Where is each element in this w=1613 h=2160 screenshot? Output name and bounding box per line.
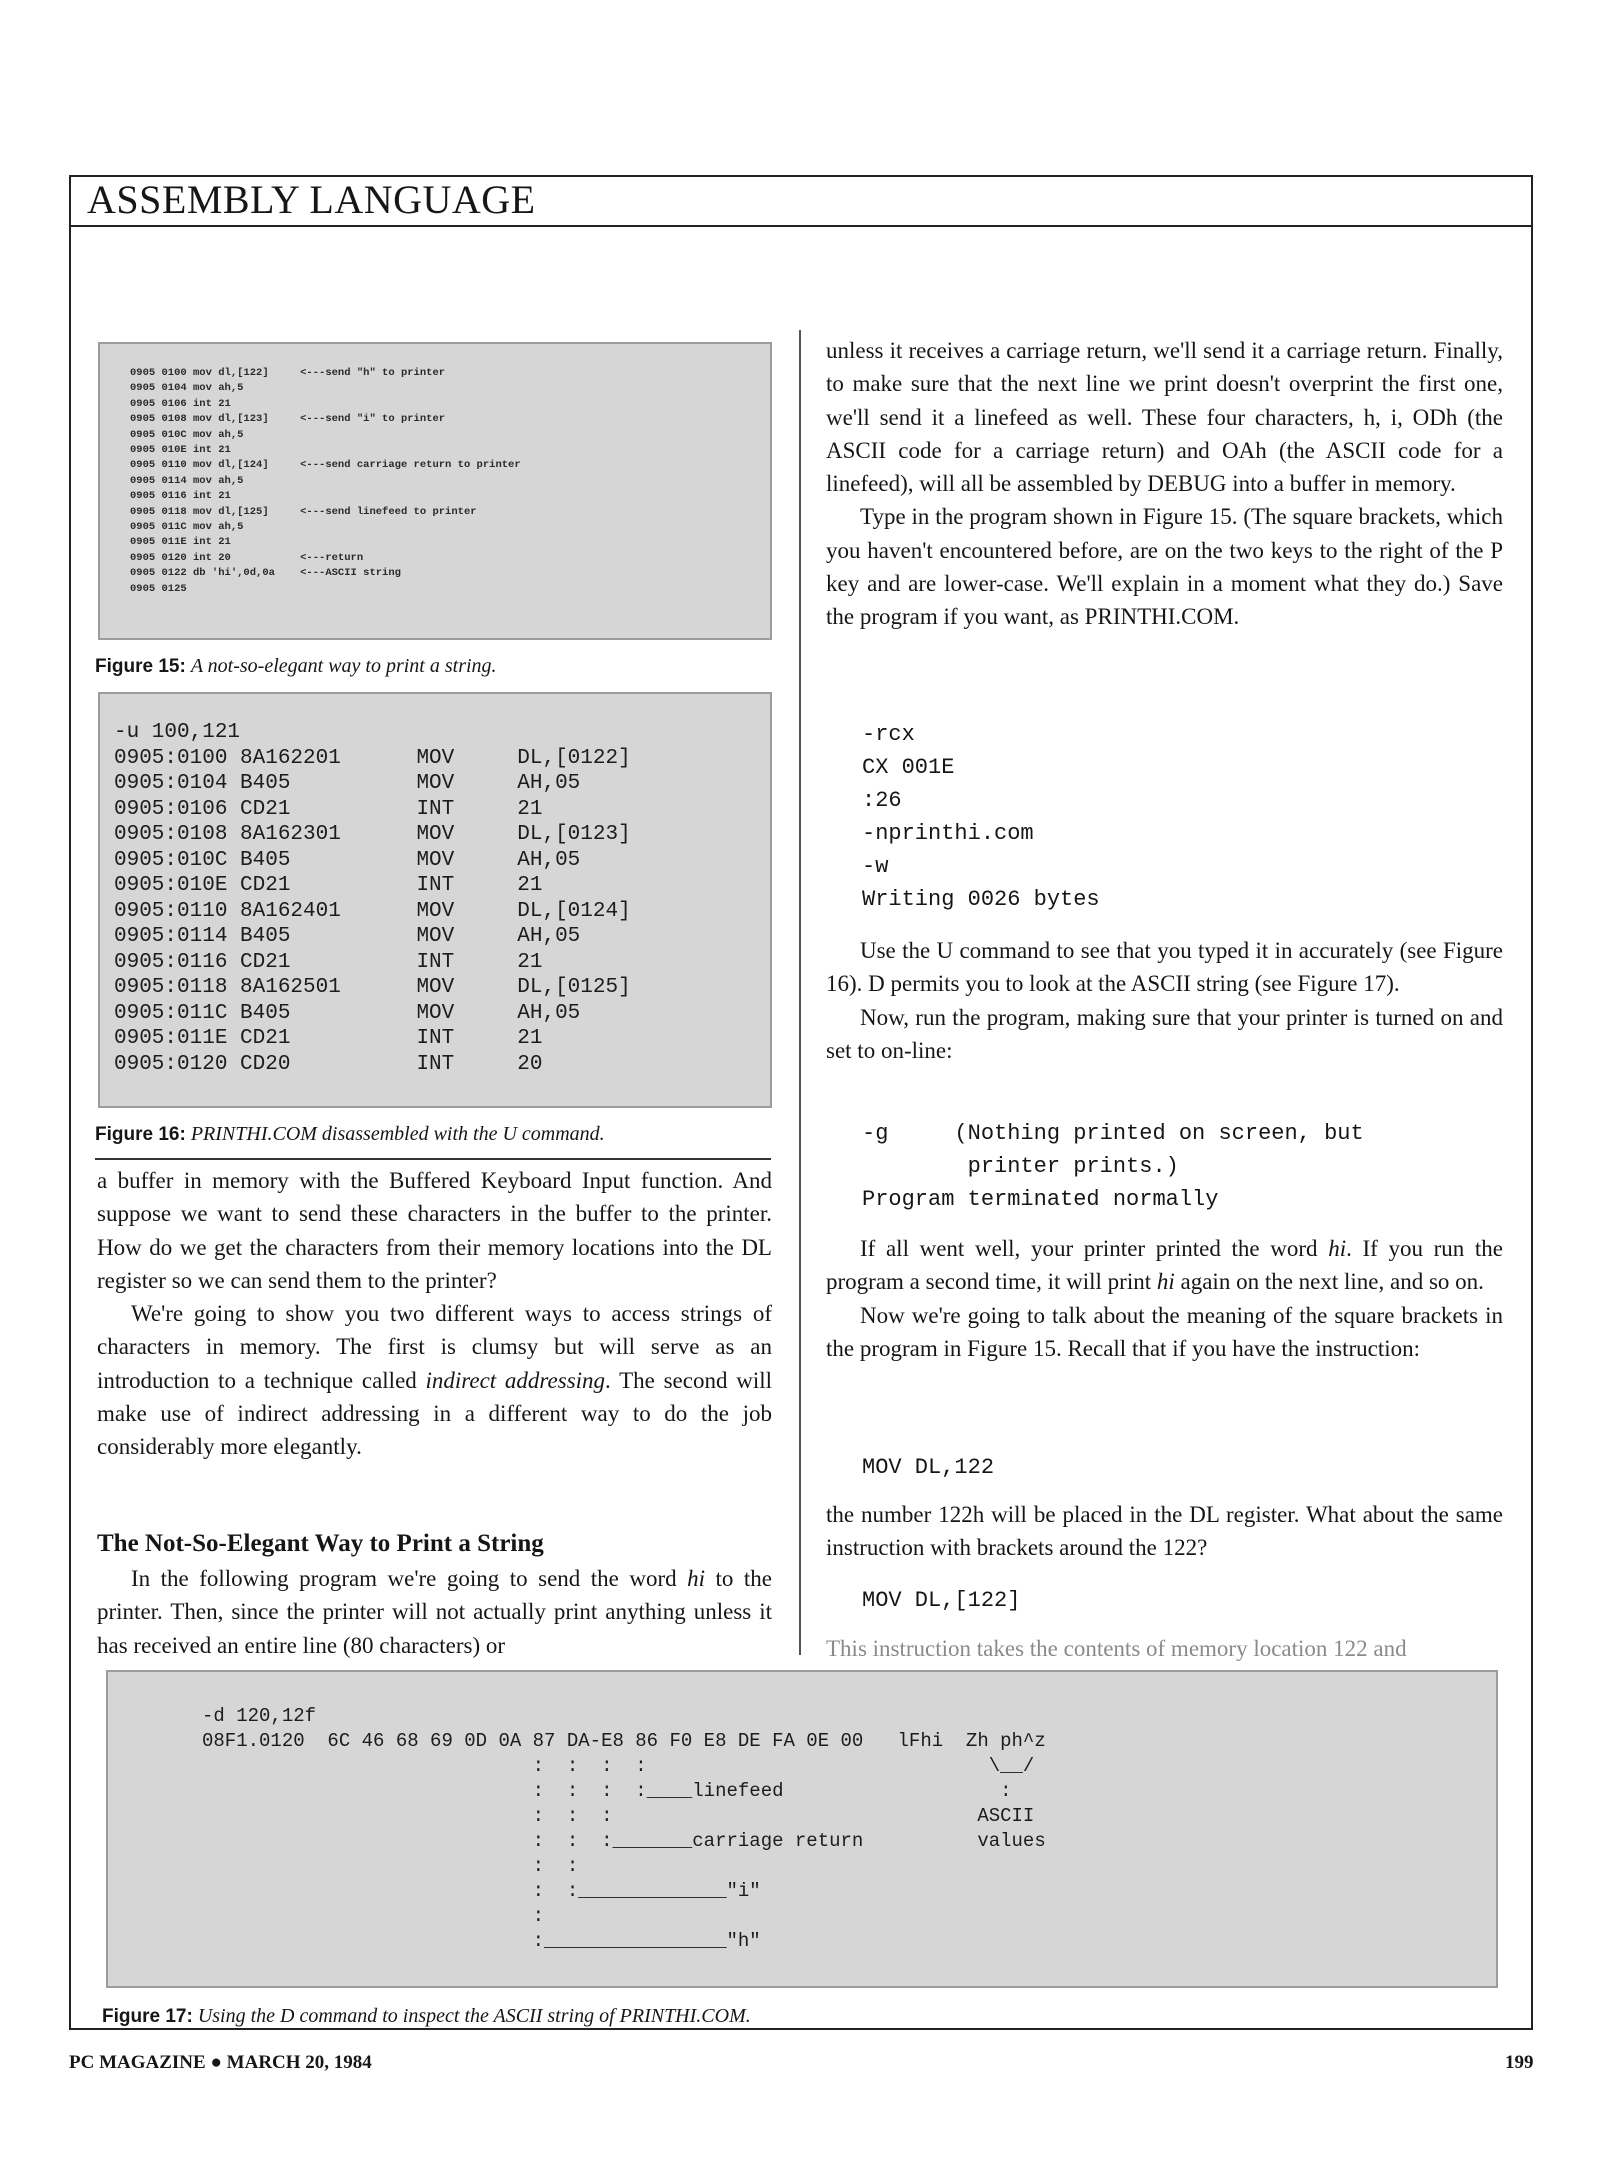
left-paragraph-2-start: We're going to show you two different ways to access strings of characters in memory. The first is clumsy but will serve as an introduction to a technique called — [97, 1301, 772, 1393]
left-paragraph-2-end: . The second will make use of indirect addressing in a different way to do the job considerably more elegantly. — [97, 1367, 772, 1460]
figure-17-label: Figure 17: — [102, 2006, 193, 2027]
figure-15-text: A not-so-elegant way to print a string. — [190, 655, 497, 677]
term-hi: hi — [687, 1566, 706, 1591]
figure-16-code: -u 100,121 0905:0100 8A162201 MOV DL,[0122] 0905:0104 B405 MOV AH,05 0905:0106 CD21 INT 21 0905:0108 8A162301 MOV DL,[0123] 0905:010C B405 MOV AH,05 0905:010E CD21 INT 21 0905:0110 8A162401 MOV DL,[0124] 0905:0114 B405 MOV AH,05 0905:0116 CD21 INT 21 0905:0118 8A162501 MOV DL,[0125] 0905:011C B405 MOV AH,05 0905:011E CD21 INT 21 0905:0120 CD20 INT 20 — [114, 721, 631, 1076]
console-save-program: -rcx CX 001E :26 -nprinthi.com -w Writing 0026 bytes — [862, 722, 1100, 912]
term-hi-2: hi — [1156, 1269, 1175, 1295]
console-mov-indirect: MOV DL,[122] — [862, 1588, 1021, 1613]
right-column-body-4 — [826, 1498, 1503, 1565]
figure-17-caption — [102, 2003, 751, 2030]
figure-16-text: PRINTHI.COM disassembled with the U command. — [190, 1123, 605, 1145]
right-column-body-5 — [826, 1632, 1503, 1662]
figure-15-caption — [95, 653, 497, 680]
column-divider — [799, 330, 801, 1655]
figure-16-caption — [95, 1121, 605, 1148]
right-column-body-1 — [826, 334, 1503, 634]
section-header — [69, 175, 1533, 227]
right-paragraph-4: Now, run the program, making sure that your printer is turned on and set to on-line: — [826, 1004, 1503, 1063]
footer-page-number: 199 — [1505, 2052, 1534, 2073]
figure-15-code: 0905 0100 mov dl,[122] <---send "h" to printer 0905 0104 mov ah,5 0905 0106 int 21 0905 0108 mov dl,[123] <---send "i" to printer 0905 010C mov ah,5 0905 010E int 21 0905 0110 mov dl,[124] <---send carriage return to printer 0905 0114 mov ah,5 0905 0116 int 21 0905 0118 mov dl,[125] <---send linefeed to printer 0905 011C mov ah,5 0905 011E int 21 0905 0120 int 20 <---return 0905 0122 db 'hi',0d,0a <---ASCII string 0905 0125 — [130, 367, 521, 595]
figure-16-label: Figure 16: — [95, 1124, 186, 1145]
figure-15-label: Figure 15: — [95, 656, 186, 677]
right-paragraph-2: Type in the program shown in Figure 15. (The square brackets, which you haven't encountered before, are on the two keys to the right of the P key and are lower-case. We'll explain in a moment what they do.) Save the program if you want, as PRINTHI.COM. — [826, 504, 1503, 630]
subhead-not-so-elegant: The Not-So-Elegant Way to Print a String — [97, 1530, 544, 1557]
right-paragraph-1: unless it receives a carriage return, we'll send it a carriage return. Finally, to make sure that the next line we print doesn't overprint the first one, we'll send it a linefeed as well. These four characters, h, i, ODh (the ASCII code for a carriage return) and OAh (the ASCII code for a linefeed), will all be assembled by DEBUG into a buffer in memory. — [826, 338, 1503, 497]
left-paragraph-3 — [97, 1562, 772, 1658]
left-paragraph-3-end: to the printer. Then, since the printer will not actually print anything unless it has received an entire line (80 characters) or — [97, 1566, 772, 1658]
right-column-body-3 — [826, 1232, 1503, 1365]
right-column-body-2 — [826, 934, 1503, 1067]
figure-16-rule — [95, 1158, 771, 1160]
left-paragraph-1: a buffer in memory with the Buffered Keyboard Input function. And suppose we want to send these characters in the buffer to the printer. How do we get the characters from their memory locations into the DL register so we can send them to the printer? — [97, 1168, 772, 1293]
right-paragraph-3: Use the U command to see that you typed it in accurately (see Figure 16). D permits you to look at the ASCII string (see Figure 17). — [826, 938, 1503, 997]
left-column-body-2 — [97, 1562, 772, 1658]
section-title: ASSEMBLY LANGUAGE — [87, 177, 536, 222]
right-paragraph-5-mid: . If you run the program a second time, it will print — [826, 1236, 1503, 1295]
right-paragraph-5-start: If all went well, your printer printed the word — [860, 1236, 1329, 1261]
right-paragraph-5 — [826, 1232, 1503, 1299]
figure-17-code: -d 120,12f 08F1.0120 6C 46 68 69 0D 0A 87 DA-E8 86 F0 E8 DE FA 0E 00 lFhi Zh ph^z : : : : \__/ : : : :____linefeed : : : : ASCII : : :_______carriage return values : : : :_____________"i" : :________________"h" — [202, 1705, 1046, 1952]
right-paragraph-8: This instruction takes the contents of memory location 122 and — [826, 1636, 1407, 1661]
figure-17-text: Using the D command to inspect the ASCII string of PRINTHI.COM. — [197, 2005, 751, 2027]
figure-16-listing — [98, 692, 772, 1108]
footer-publication: PC MAGAZINE ● MARCH 20, 1984 — [69, 2052, 372, 2073]
figure-15-listing — [98, 342, 772, 640]
term-indirect-addressing: indirect addressing — [425, 1367, 606, 1393]
figure-17-dump — [106, 1670, 1498, 1988]
console-mov-immediate: MOV DL,122 — [862, 1455, 995, 1480]
left-paragraph-2 — [97, 1297, 772, 1463]
left-column-body — [97, 1164, 772, 1464]
term-hi-1: hi — [1328, 1236, 1347, 1261]
right-paragraph-5-end: again on the next line, and so on. — [1174, 1269, 1484, 1295]
left-paragraph-3-start: In the following program we're going to send the word — [131, 1566, 688, 1591]
right-paragraph-7: the number 122h will be placed in the DL register. What about the same instruction with brackets around the 122? — [826, 1502, 1503, 1561]
console-run-program: -g (Nothing printed on screen, but printer prints.) Program terminated normally — [862, 1121, 1364, 1212]
right-paragraph-6: Now we're going to talk about the meaning of the square brackets in the program in Figure 15. Recall that if you have the instruction: — [826, 1302, 1503, 1361]
